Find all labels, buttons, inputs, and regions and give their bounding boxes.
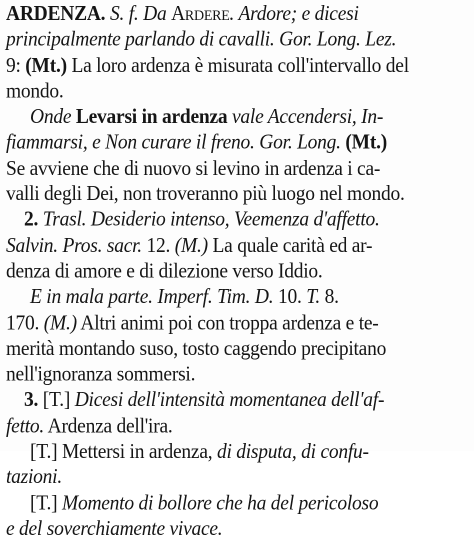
entry-line: [6, 491, 470, 517]
entry-line: [6, 440, 470, 466]
sense-definition: Trasl. Desiderio intenso, Veemenza d'affetto.: [42, 209, 380, 232]
phrase-meaning-cont: , In-: [351, 106, 384, 129]
sense-definition: Momento di bollore che ha del pericoloso: [61, 492, 379, 515]
phrase-meaning: vale Accendersi: [232, 106, 352, 129]
example-phrase-variant: di disputa, di confu-: [216, 440, 369, 464]
quotation-text: La loro ardenza è misurata coll'intervallo del: [71, 54, 409, 77]
example-phrase: Ardenza dell'ira.: [47, 415, 173, 438]
citation-author: (Mt.): [25, 54, 67, 77]
entry-line: e del soverchiamente vivace.: [6, 518, 223, 541]
citation-author: (Mt.): [345, 131, 387, 155]
entry-line: [6, 105, 470, 131]
phrase-meaning: fiammarsi,: [6, 131, 88, 155]
sense-definition: Dicesi dell'intensità momentanea dell'af-: [74, 389, 385, 412]
entry-line: [6, 208, 470, 234]
tommaseo-tag: [T.]: [30, 440, 58, 464]
entry-line: [6, 2, 470, 28]
phrase: Levarsi in ardenza: [75, 106, 228, 129]
citation-page: 12.: [146, 234, 171, 258]
citation-source: Salvin. Pros. sacr.: [6, 234, 142, 258]
quotation-text: Altri animi poi con troppa ardenza e te-: [80, 312, 379, 335]
entry-line: [6, 414, 470, 440]
entry-line: merità montando suso, tosto caggendo precipitano: [6, 337, 387, 361]
quotation-text: La quale carità ed ar-: [212, 234, 373, 258]
entry-line: [6, 285, 470, 311]
tommaseo-tag: [T.]: [42, 389, 71, 412]
entry-line: [6, 234, 470, 260]
tommaseo-tag: [T.]: [30, 492, 58, 515]
entry-line: [6, 131, 470, 157]
entry-line: [6, 54, 470, 80]
sense-definition: fetto.: [6, 415, 45, 438]
phrase-meaning-source: e Non curare il freno. Gor. Long.: [92, 131, 341, 155]
citation-tome: T.: [306, 286, 320, 309]
headword: ARDENZA.: [6, 3, 106, 26]
definition-text: . Ardore; e dicesi: [229, 3, 359, 26]
sense-number: 3.: [24, 389, 39, 412]
citation-number: 8.: [324, 286, 339, 309]
phrase-intro: Onde: [30, 106, 72, 129]
citation-author: (M.): [174, 234, 208, 258]
entry-line: denza di amore e di dilezione verso Iddio.: [6, 260, 323, 283]
entry-line: principalmente parlando di cavalli. Gor. Long. Lez.: [6, 28, 397, 52]
example-phrase: Mettersi in ardenza,: [61, 440, 213, 464]
citation-page: 9:: [6, 54, 21, 77]
grammatical-category: S. f. Da: [109, 3, 167, 26]
citation-number: 10.: [277, 286, 302, 309]
entry-line: Se avviene che di nuovo si levino in ardenza i ca-: [6, 157, 381, 180]
citation-page: 170.: [6, 312, 40, 335]
citation-author: (M.): [43, 312, 77, 335]
entry-line: nell'ignoranza sommersi.: [6, 363, 196, 386]
usage-note: E in mala parte. Imperf. Tim. D.: [30, 286, 274, 309]
entry-line: valli degli Dei, non troveranno più luogo nel mondo.: [6, 183, 405, 206]
sense-number: 2.: [24, 209, 39, 232]
entry-line: [6, 311, 470, 337]
entry-line: [6, 388, 470, 414]
entry-line: mondo.: [6, 80, 64, 103]
dictionary-entry-ardenza: [6, 2, 470, 543]
entry-line: tazioni.: [6, 466, 62, 489]
etymology-word: Ardere: [171, 3, 230, 26]
